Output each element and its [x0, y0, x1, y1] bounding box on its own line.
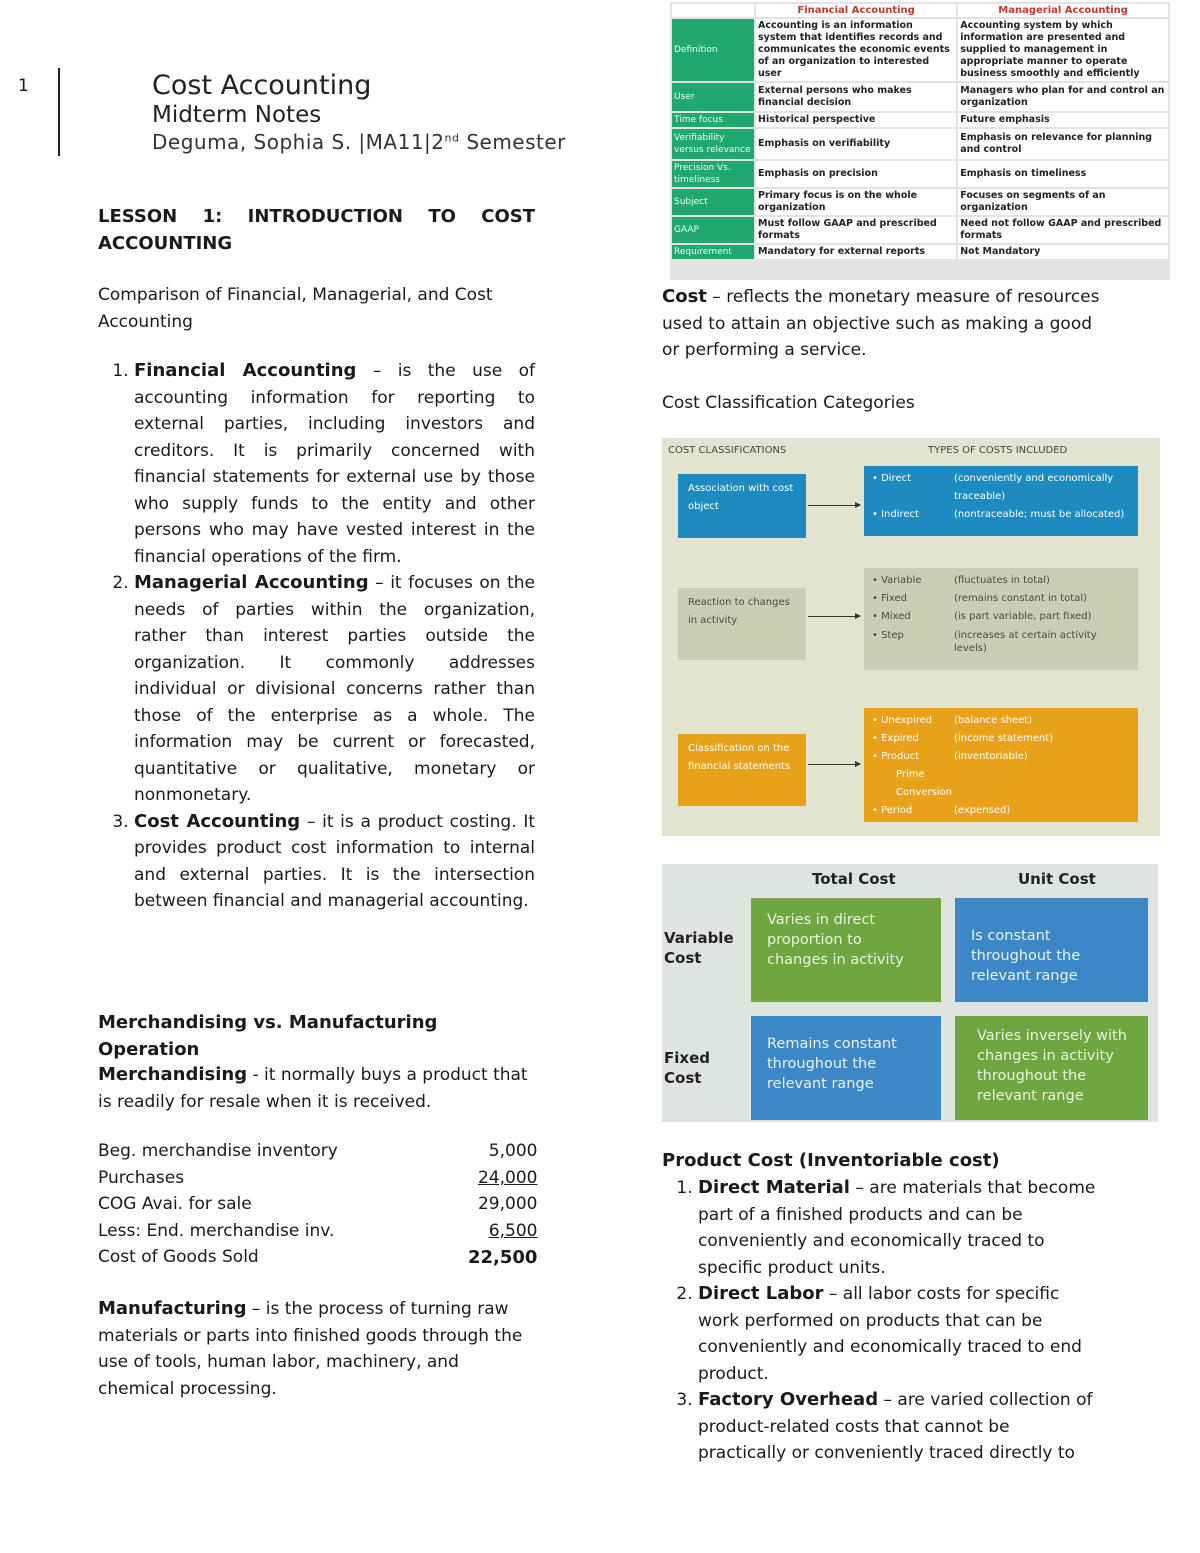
- term: Managerial Accounting: [134, 572, 369, 593]
- cogs-computation: [98, 1138, 537, 1271]
- table-row: [98, 1138, 537, 1165]
- item-name: • Fixed: [872, 593, 907, 604]
- definition: – are varied collection of product-related costs that cannot be practically or conveniently traced directly to: [698, 1390, 1093, 1463]
- row-label: Verifiability versus relevance: [672, 129, 754, 159]
- cell-fa: Primary focus is on the whole organization: [756, 189, 956, 215]
- lesson-heading: LESSON 1: INTRODUCTION TO COST: [98, 206, 535, 227]
- item-desc: (fluctuates in total): [954, 575, 1050, 586]
- table-row: [672, 161, 1168, 187]
- row-value: 24,000: [477, 1167, 538, 1188]
- item-row: [872, 784, 1130, 802]
- arrow: [808, 764, 860, 765]
- document-title: Cost Accounting: [152, 70, 372, 101]
- cost-classification-chart: [662, 438, 1160, 836]
- cell-fa: Emphasis on precision: [756, 161, 956, 187]
- row-label: Less: End. merchandise inv.: [98, 1220, 335, 1241]
- classification-items: [864, 466, 1138, 536]
- definition: – reflects the monetary measure of resources used to attain an objective such as making a good or performing a service.: [662, 287, 1100, 360]
- table-header-row: [672, 4, 1168, 17]
- item-name: • Unexpired: [872, 715, 933, 726]
- document-subtitle: Midterm Notes: [152, 102, 322, 128]
- row-value: 5,000: [488, 1141, 538, 1162]
- item-name: • Variable: [872, 575, 922, 586]
- item-name: Prime: [896, 769, 925, 780]
- term: Factory Overhead: [698, 1389, 879, 1410]
- item-name: • Expired: [872, 733, 919, 744]
- row-label: GAAP: [672, 217, 754, 243]
- list-item: [698, 1387, 1102, 1467]
- author-line: [152, 130, 566, 154]
- item-desc: (nontraceable; must be allocated): [954, 509, 1125, 520]
- page-number: 1: [18, 76, 29, 96]
- row-value: 22,500: [468, 1246, 538, 1268]
- variable-unit-cell: Is constant throughout the relevant range: [955, 898, 1148, 1002]
- categories-heading: Cost Classification Categories: [662, 393, 915, 413]
- table-row: [98, 1191, 537, 1218]
- table-row: [672, 113, 1168, 127]
- row-label: Subject: [672, 189, 754, 215]
- classification-label: Classification on the financial statements: [678, 734, 806, 806]
- row-label: Requirement: [672, 245, 754, 259]
- item-desc: [978, 784, 1130, 802]
- merch-heading: Merchandising vs. Manufacturing Operation: [98, 1012, 438, 1060]
- definition: - it normally buys a product that is readily for resale when it is received.: [98, 1065, 528, 1112]
- item-row: [872, 572, 1130, 590]
- item-name: • Product: [872, 751, 920, 762]
- cell-ma: Accounting system by which information are presented and supplied to management in appropriate manner to operate business smoothly and efficiently: [958, 19, 1168, 81]
- term: Direct Labor: [698, 1283, 824, 1304]
- item-row: [872, 712, 1130, 730]
- item-name: • Direct: [872, 473, 912, 484]
- chart-right-header: TYPES OF COSTS INCLUDED: [928, 445, 1068, 456]
- cell-fa: Emphasis on verifiability: [756, 129, 956, 159]
- item-name: • Mixed: [872, 611, 911, 622]
- header-divider: [58, 68, 60, 156]
- item-desc: (balance sheet): [954, 715, 1033, 726]
- definition: – all labor costs for specific work performed on products that can be conveniently and economically traced to end product.: [698, 1284, 1082, 1384]
- cell-fa: Mandatory for external reports: [756, 245, 956, 259]
- variable-total-cell: Varies in direct proportion to changes in activity: [751, 898, 941, 1002]
- item-desc: (expensed): [954, 805, 1011, 816]
- cost-behavior-chart: [662, 864, 1158, 1122]
- accounting-definitions: [98, 358, 535, 915]
- arrow: [808, 616, 860, 617]
- author-text: Deguma, Sophia S. |MA11|2: [152, 130, 445, 154]
- table-row: [98, 1165, 537, 1192]
- definition: – it is a product costing. It provides product cost information to internal and external parties. It is the intersection between financial and managerial accounting.: [134, 811, 535, 911]
- item-desc: (is part variable, part fixed): [954, 611, 1092, 622]
- table-row: [98, 1244, 537, 1271]
- item-name: • Period: [872, 805, 913, 816]
- row-label: Purchases: [98, 1167, 185, 1188]
- row-label: Cost of Goods Sold: [98, 1247, 259, 1268]
- item-name: Conversion: [896, 787, 953, 798]
- product-cost-list: [662, 1175, 1102, 1467]
- table-row: [98, 1218, 537, 1245]
- list-item: [134, 570, 535, 809]
- row-label: Precision Vs. timeliness: [672, 161, 754, 187]
- item-row: [872, 506, 1130, 524]
- semester-sup: nd: [444, 131, 460, 145]
- row-value: 6,500: [488, 1220, 538, 1241]
- row-value: 29,000: [477, 1194, 538, 1215]
- col-financial: Financial Accounting: [756, 4, 956, 17]
- item-desc: (income statement): [954, 733, 1054, 744]
- classification-items: [864, 568, 1138, 670]
- item-desc: (conveniently and economically traceable): [954, 473, 1114, 502]
- item-row: [872, 470, 1130, 506]
- classification-items: [864, 708, 1138, 822]
- row-label: Beg. merchandise inventory: [98, 1141, 338, 1162]
- comparison-heading: Comparison of Financial, Managerial, and Cost Accounting: [98, 285, 493, 332]
- item-row: [872, 748, 1130, 766]
- cell-ma: Future emphasis: [958, 113, 1168, 127]
- col-unit-cost: Unit Cost: [1018, 870, 1096, 888]
- list-item: [698, 1175, 1102, 1281]
- list-item: [134, 358, 535, 570]
- item-row: [872, 608, 1130, 626]
- cell-ma: Managers who plan for and control an organization: [958, 83, 1168, 111]
- cell-ma: Not Mandatory: [958, 245, 1168, 259]
- list-item: [134, 809, 535, 915]
- table-row: [672, 83, 1168, 111]
- term: Merchandising: [98, 1064, 248, 1085]
- cell-ma: Emphasis on timeliness: [958, 161, 1168, 187]
- item-desc: (remains constant in total): [954, 593, 1088, 604]
- definition: – is the use of accounting information for reporting to external parties, including investors and creditors. It is primarily concerned with financial statements for external use by those who supply funds to the entity and other persons who may have vested interest in the financial operations of the firm.: [134, 361, 535, 567]
- table-row: [672, 129, 1168, 159]
- row-fixed-cost: Fixed Cost: [664, 1049, 710, 1087]
- fixed-unit-cell: Varies inversely with changes in activity throughout the relevant range: [955, 1016, 1148, 1120]
- row-label: COG Avai. for sale: [98, 1194, 252, 1215]
- col-total-cost: Total Cost: [812, 870, 896, 888]
- cell-fa: External persons who makes financial decision: [756, 83, 956, 111]
- fixed-total-cell: Remains constant throughout the relevant range: [751, 1016, 941, 1120]
- row-label: Definition: [672, 19, 754, 81]
- item-row: [872, 626, 1130, 655]
- table-row: [672, 217, 1168, 243]
- list-item: [698, 1281, 1102, 1387]
- term: Manufacturing: [98, 1298, 247, 1319]
- row-variable-cost: Variable Cost: [664, 929, 734, 967]
- definition: – it focuses on the needs of parties within the organization, rather than interest parties outside the organization. It commonly addresses individual or divisional concerns rather than those of the enterprise as a whole. The information may be current or forecasted, quantitative or qualitative, monetary or nonmonetary.: [134, 573, 535, 805]
- semester-text: Semester: [459, 130, 566, 154]
- row-label: User: [672, 83, 754, 111]
- classification-label: Association with cost object: [678, 474, 806, 538]
- term: Financial Accounting: [134, 360, 357, 381]
- cell-fa: Must follow GAAP and prescribed formats: [756, 217, 956, 243]
- comparison-table: [670, 2, 1170, 280]
- item-desc: (increases at certain activity levels): [954, 630, 1097, 654]
- term: Cost: [662, 286, 707, 307]
- col-managerial: Managerial Accounting: [958, 4, 1168, 17]
- item-desc: [978, 766, 1130, 784]
- term: Cost Accounting: [134, 810, 301, 832]
- lesson-heading-cont: ACCOUNTING: [98, 233, 233, 254]
- definition: – are materials that become part of a finished products and can be conveniently and economically traced to specific product units.: [698, 1178, 1096, 1278]
- item-row: [872, 766, 1130, 784]
- cost-definition: [662, 284, 1102, 364]
- item-name: • Indirect: [872, 509, 919, 520]
- item-row: [872, 802, 1130, 820]
- table-row: [672, 189, 1168, 215]
- cell-ma: Emphasis on relevance for planning and control: [958, 129, 1168, 159]
- term: Direct Material: [698, 1177, 850, 1198]
- table-row: [672, 19, 1168, 81]
- table-row: [672, 245, 1168, 259]
- cell-ma: Focuses on segments of an organization: [958, 189, 1168, 215]
- item-row: [872, 730, 1130, 748]
- item-name: • Step: [872, 630, 904, 641]
- merch-paragraph: [98, 1062, 528, 1115]
- classification-label: Reaction to changes in activity: [678, 588, 806, 660]
- cell-ma: Need not follow GAAP and prescribed formats: [958, 217, 1168, 243]
- item-row: [872, 590, 1130, 608]
- arrow: [808, 505, 860, 506]
- item-desc: (inventoriable): [954, 751, 1028, 762]
- definition: – is the process of turning raw materials or parts into finished goods through the use of tools, human labor, machinery, and chemical processing.: [98, 1299, 523, 1399]
- chart-left-header: COST CLASSIFICATIONS: [668, 445, 787, 456]
- cell-fa: Historical perspective: [756, 113, 956, 127]
- product-cost-heading: Product Cost (Inventoriable cost): [662, 1150, 1000, 1171]
- manufacturing-paragraph: [98, 1296, 535, 1402]
- row-label: Time focus: [672, 113, 754, 127]
- cell-fa: Accounting is an information system that identifies records and communicates the economic events of an organization to interested user: [756, 19, 956, 81]
